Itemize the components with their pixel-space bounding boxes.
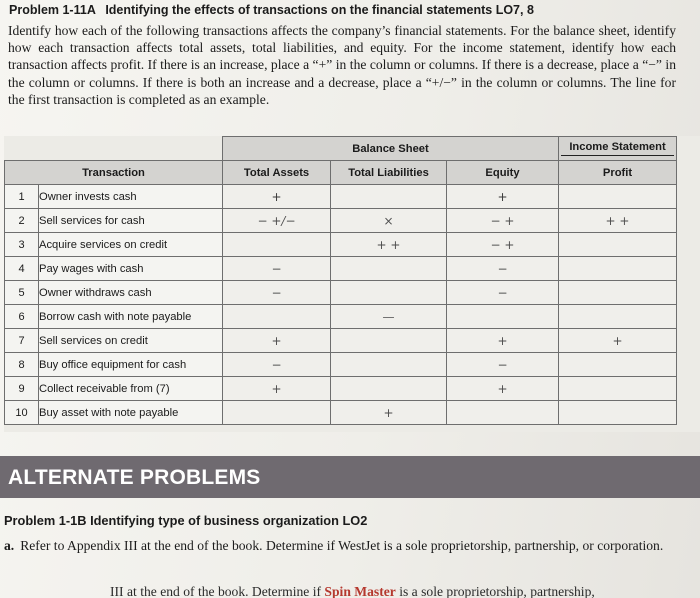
total-liabilities-cell xyxy=(331,353,447,377)
spin-master-name: Spin Master xyxy=(324,584,396,598)
balance-sheet-header: Balance Sheet xyxy=(223,137,559,161)
col-header-total-assets: Total Assets xyxy=(223,161,331,185)
profit-cell xyxy=(559,353,677,377)
problem-title: Identifying the effects of transactions on the financial statements xyxy=(105,3,493,17)
total-assets-cell: − xyxy=(223,353,331,377)
equity-cell: − + xyxy=(447,233,559,257)
profit-cell xyxy=(559,257,677,281)
total-liabilities-cell xyxy=(331,329,447,353)
alt-problem-lo: LO2 xyxy=(342,513,368,528)
transaction-cell: Sell services for cash xyxy=(39,209,223,233)
row-number: 10 xyxy=(5,401,39,425)
alt-part-a-label: a. xyxy=(4,538,15,553)
table-row xyxy=(5,209,677,233)
row-number: 7 xyxy=(5,329,39,353)
total-liabilities-cell: × xyxy=(331,209,447,233)
transaction-cell: Sell services on credit xyxy=(39,329,223,353)
total-assets-cell: − xyxy=(223,281,331,305)
total-liabilities-cell: + xyxy=(331,401,447,425)
equity-cell: − xyxy=(447,257,559,281)
row-number: 1 xyxy=(5,185,39,209)
total-assets-cell: + xyxy=(223,329,331,353)
profit-cell: + xyxy=(559,329,677,353)
total-liabilities-cell: + + xyxy=(331,233,447,257)
total-liabilities-cell xyxy=(331,185,447,209)
row-number: 5 xyxy=(5,281,39,305)
row-number: 9 xyxy=(5,377,39,401)
equity-cell: − xyxy=(447,353,559,377)
row-number: 3 xyxy=(5,233,39,257)
alt-part-b-cutoff: III at the end of the book. Determine if Spin Master is a sole proprietorship, partnership, xyxy=(110,584,595,598)
col-header-equity: Equity xyxy=(447,161,559,185)
total-liabilities-cell xyxy=(331,281,447,305)
total-assets-cell: + xyxy=(223,185,331,209)
row-number: 6 xyxy=(5,305,39,329)
total-assets-cell: − xyxy=(223,257,331,281)
problem-number: Problem 1-11A xyxy=(9,3,96,17)
equity-cell xyxy=(447,305,559,329)
alt-problem-heading xyxy=(4,513,367,528)
row-number: 4 xyxy=(5,257,39,281)
total-assets-cell xyxy=(223,305,331,329)
profit-cell xyxy=(559,185,677,209)
alt-part-a-text: Refer to Appendix III at the end of the book. Determine if WestJet is a sole proprietorship, partnership, or corporation. xyxy=(20,538,664,553)
table-row xyxy=(5,233,677,257)
transaction-cell: Borrow cash with note payable xyxy=(39,305,223,329)
transaction-cell: Acquire services on credit xyxy=(39,233,223,257)
row-number: 2 xyxy=(5,209,39,233)
equity-cell: + xyxy=(447,185,559,209)
table-row xyxy=(5,281,677,305)
table-row xyxy=(5,401,677,425)
transaction-cell: Pay wages with cash xyxy=(39,257,223,281)
total-liabilities-cell: — xyxy=(331,305,447,329)
total-assets-cell: + xyxy=(223,377,331,401)
transaction-cell: Owner withdraws cash xyxy=(39,281,223,305)
profit-cell xyxy=(559,377,677,401)
income-statement-header: Income Statement xyxy=(559,137,677,161)
equity-cell: + xyxy=(447,377,559,401)
profit-cell xyxy=(559,233,677,257)
alt-problem-title: Identifying type of business organization xyxy=(90,513,339,528)
profit-cell: + + xyxy=(559,209,677,233)
row-number: 8 xyxy=(5,353,39,377)
total-assets-cell xyxy=(223,401,331,425)
total-assets-cell: − +/− xyxy=(223,209,331,233)
total-liabilities-cell xyxy=(331,377,447,401)
worksheet-table-area xyxy=(4,136,700,432)
alt-problem-number: Problem 1-1B xyxy=(4,513,87,528)
alt-part-a xyxy=(4,537,694,555)
transactions-worksheet xyxy=(4,136,677,425)
profit-cell xyxy=(559,281,677,305)
equity-cell: − + xyxy=(447,209,559,233)
transaction-cell: Buy asset with note payable xyxy=(39,401,223,425)
col-header-transaction: Transaction xyxy=(5,161,223,185)
table-row xyxy=(5,305,677,329)
profit-cell xyxy=(559,305,677,329)
transaction-cell: Collect receivable from (7) xyxy=(39,377,223,401)
table-row xyxy=(5,329,677,353)
profit-cell xyxy=(559,401,677,425)
equity-cell: + xyxy=(447,329,559,353)
problem-lo: LO7, 8 xyxy=(495,3,534,17)
table-row xyxy=(5,377,677,401)
table-row xyxy=(5,353,677,377)
total-assets-cell xyxy=(223,233,331,257)
total-liabilities-cell xyxy=(331,257,447,281)
problem-instructions: Identify how each of the following transactions affects the company’s financial statements. For the balance sheet, identify how each transaction affects total assets, total liabilities, and equity. For the income statement, identify how each transaction affects profit. If there is an increase, place a “+” in the column or columns. If there is a decrease, place a “−” in the column or columns. If there is both an increase and a decrease, place a “+/−” in the column or columns. The line for the first transaction is completed as an example. xyxy=(8,23,676,107)
transaction-cell: Owner invests cash xyxy=(39,185,223,209)
table-row xyxy=(5,257,677,281)
table-row xyxy=(5,185,677,209)
equity-cell xyxy=(447,401,559,425)
col-header-total-liabilities: Total Liabilities xyxy=(331,161,447,185)
equity-cell: − xyxy=(447,281,559,305)
transaction-cell: Buy office equipment for cash xyxy=(39,353,223,377)
col-header-profit: Profit xyxy=(559,161,677,185)
alternate-problems-title: ALTERNATE PROBLEMS xyxy=(8,466,261,489)
problem-heading xyxy=(9,3,689,17)
